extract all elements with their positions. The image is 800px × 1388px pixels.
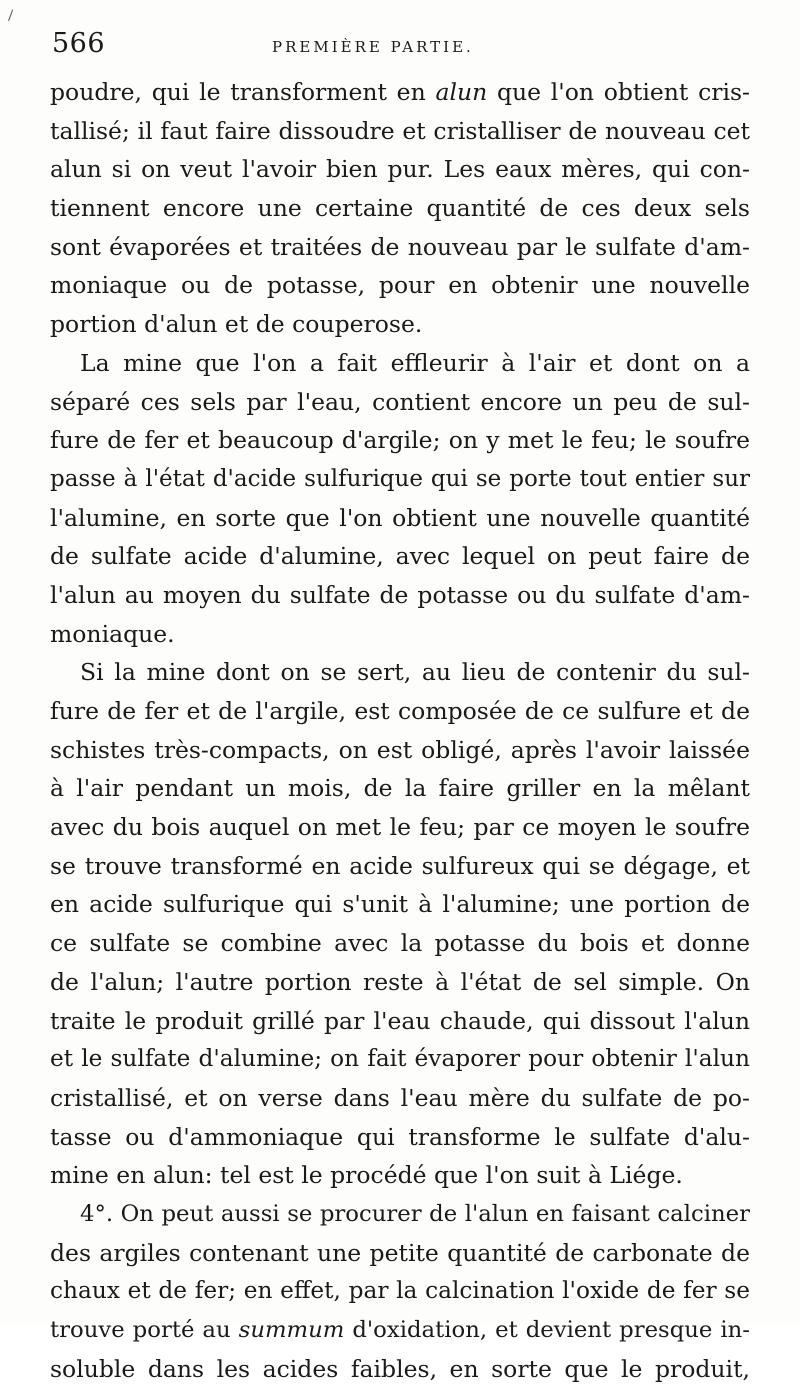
text-line: l'alumine, en sorte que l'on obtient une nouvelle quantité: [50, 503, 750, 532]
text-line: 4°. On peut aussi se procurer de l'alun en faisant calciner: [80, 1200, 750, 1227]
text-line: ce sulfate se combine avec la potasse du bois et donne: [50, 929, 750, 958]
text-line: moniaque ou de potasse, pour en obtenir une nouvelle: [50, 271, 750, 300]
text-line: en acide sulfurique qui s'unit à l'alumine; une portion de: [50, 890, 750, 919]
text-line: cristallisé, et on verse dans l'eau mère du sulfate de po-: [50, 1083, 750, 1112]
text-line: alun si on veut l'avoir bien pur. Les eaux mères, qui con-: [50, 155, 750, 184]
text-line: tallisé; il faut faire dissoudre et cristalliser de nouveau cet: [50, 116, 750, 145]
text-line: chaux et de fer; en effet, par la calcination l'oxide de fer se: [50, 1277, 750, 1305]
text-line: tasse ou d'ammoniaque qui transforme le sulfate d'alu-: [50, 1122, 750, 1151]
body-text: [50, 73, 750, 1388]
text-line: des argiles contenant une petite quantité de carbonate de: [50, 1238, 750, 1267]
text-line: mine en alun: tel est le procédé que l'on suit à Liége.: [50, 1161, 683, 1190]
text-line: moniaque.: [50, 619, 175, 648]
text-line: et le sulfate d'alumine; on fait évaporer pour obtenir l'alun: [50, 1045, 750, 1073]
text-line: soluble dans les acides faibles, en sorte que le produit,: [50, 1354, 750, 1383]
text-line: à l'air pendant un mois, de la faire griller en la mêlant: [50, 774, 750, 803]
text-line: se trouve transformé en acide sulfureux qui se dégage, et: [50, 851, 750, 880]
text-line: sont évaporées et traitées de nouveau par le sulfate d'am-: [50, 232, 750, 261]
text-line: poudre, qui le transforment en alun que l'on obtient cris-: [50, 78, 750, 106]
page-mark: [8, 10, 17, 23]
text-line: séparé ces sels par l'eau, contient encore un peu de sul-: [50, 387, 750, 416]
text-line: avec du bois auquel on met le feu; par ce moyen le soufre: [50, 813, 750, 842]
text-line: fure de fer et beaucoup d'argile; on y met le feu; le soufre: [50, 426, 750, 455]
text-line: portion d'alun et de couperose.: [50, 310, 423, 339]
text-line: fure de fer et de l'argile, est composée de ce sulfure et de: [50, 697, 750, 725]
text-line: tiennent encore une certaine quantité de ces deux sels: [50, 194, 750, 223]
page-number: 566: [52, 28, 106, 59]
text-line: Si la mine dont on se sert, au lieu de contenir du sul-: [80, 658, 750, 687]
running-head: PREMIÈRE PARTIE.: [272, 38, 474, 56]
text-line: l'alun au moyen du sulfate de potasse ou du sulfate d'am-: [50, 580, 750, 609]
text-line: passe à l'état d'acide sulfurique qui se porte tout entier sur: [50, 465, 750, 492]
text-line: de l'alun; l'autre portion reste à l'état de sel simple. On: [50, 967, 750, 996]
text-line: traite le produit grillé par l'eau chaude, qui dissout l'alun: [50, 1006, 750, 1035]
text-line: trouve porté au summum d'oxidation, et devient presque in-: [50, 1317, 750, 1343]
text-line: de sulfate acide d'alumine, avec lequel on peut faire de: [50, 542, 750, 571]
text-line: schistes très-compacts, on est obligé, après l'avoir laissée: [50, 735, 750, 764]
text-line: La mine que l'on a fait effleurir à l'air et dont on a: [80, 348, 750, 377]
